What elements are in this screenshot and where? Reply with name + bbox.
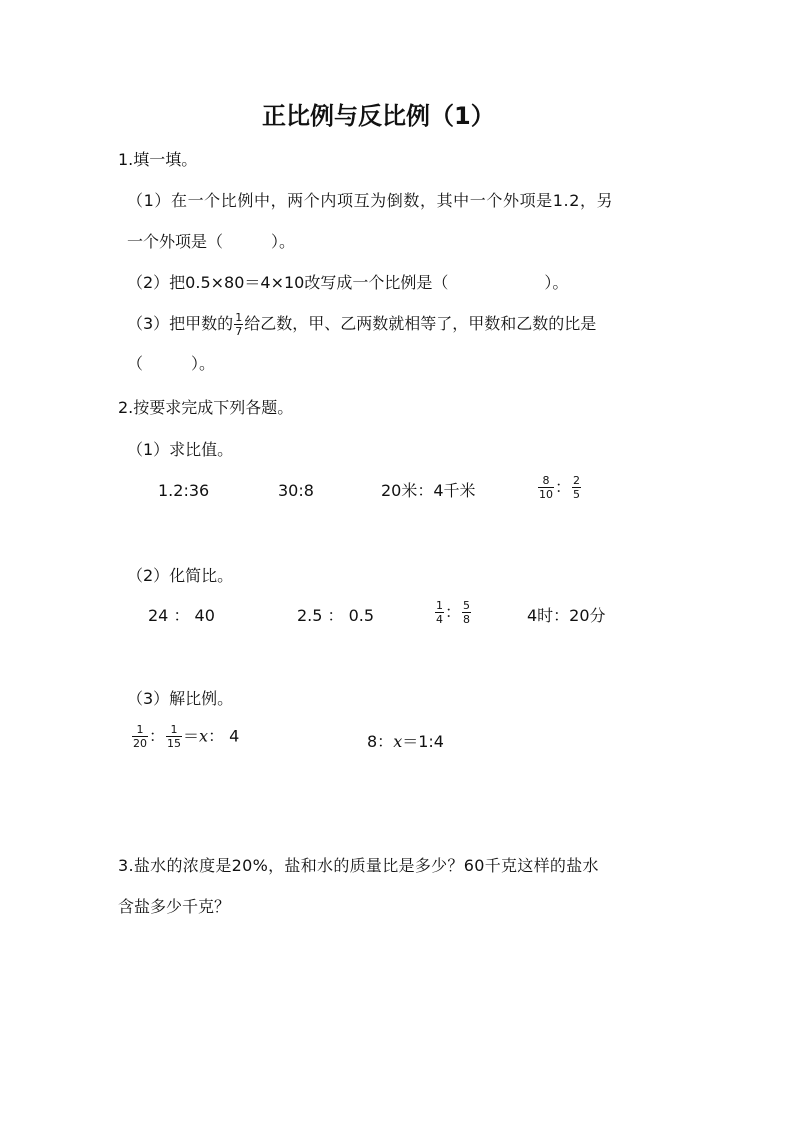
q1-part2: （2）把0.5×80＝4×10改写成一个比例是（ ）。	[127, 273, 569, 292]
q2-sub2-item-1: 24 ： 40	[148, 606, 215, 625]
q1-part3-line1	[127, 312, 596, 337]
fraction-numerator: 5	[463, 599, 471, 612]
q2-sub1-heading: （1）求比值。	[127, 440, 234, 459]
fraction	[166, 724, 182, 749]
q2-sub2-item-2: 2.5 ： 0.5	[297, 606, 375, 625]
fraction-numerator: 8	[538, 475, 554, 488]
q2-sub1-item-1: 1.2:36	[158, 481, 210, 500]
fraction	[132, 724, 148, 749]
fraction-denominator: 4	[436, 613, 443, 626]
fraction-denominator: 15	[167, 737, 182, 750]
q3-line1: 3.盐水的浓度是20%，盐和水的质量比是多少？60千克这样的盐水	[118, 856, 599, 875]
q1-part1-line1: （1）在一个比例中，两个内项互为倒数，其中一个外项是1.2，另	[127, 191, 614, 210]
fraction	[435, 600, 444, 625]
q1-heading: 1.填一填。	[118, 150, 198, 169]
equals-sign: ＝	[183, 726, 200, 746]
equation-rest: ＝1:4	[402, 732, 444, 751]
fraction-numerator: 1	[436, 599, 443, 612]
fraction	[462, 600, 471, 625]
unknown-variable: x	[393, 732, 403, 751]
fraction-numerator: 1	[166, 724, 182, 737]
page-title: 正比例与反比例（1）	[262, 102, 495, 130]
ratio-separator: ：	[149, 726, 166, 746]
fraction-numerator: 2	[573, 474, 581, 487]
unknown-variable: x	[199, 726, 209, 746]
q2-sub3-heading: （3）解比例。	[127, 689, 234, 708]
fraction	[538, 475, 554, 500]
equation-prefix: 8：	[367, 732, 394, 751]
q2-sub1-item-3: 20米：4千米	[381, 481, 476, 500]
ratio-separator: ：	[555, 477, 572, 497]
q2-sub3-equation-1	[131, 724, 239, 749]
fraction	[572, 475, 581, 500]
fraction-denominator: 5	[573, 488, 581, 501]
q2-sub1-item-4	[537, 475, 582, 500]
q3-line2: 含盐多少千克？	[118, 897, 231, 916]
q1-part3-text-b: 给乙数，甲、乙两数就相等了，甲数和乙数的比是	[244, 314, 597, 333]
q2-sub2-item-4: 4时：20分	[527, 606, 606, 625]
fraction-numerator: 1	[132, 724, 148, 737]
fraction-numerator: 1	[235, 311, 243, 324]
q2-heading: 2.按要求完成下列各题。	[118, 398, 294, 417]
equation-rest: ： 4	[208, 726, 240, 746]
q1-part3-line2: （ ）。	[127, 354, 216, 373]
fraction-denominator: 7	[235, 325, 243, 338]
q1-part1-line2: 一个外项是（ ）。	[127, 232, 296, 251]
q1-part3-text-a: （3）把甲数的	[127, 314, 234, 333]
ratio-separator: ：	[445, 602, 462, 622]
fraction-denominator: 8	[463, 613, 471, 626]
q2-sub3-equation-2	[367, 734, 444, 750]
q2-sub1-item-2: 30:8	[278, 481, 314, 500]
q2-sub2-heading: （2）化简比。	[127, 566, 234, 585]
fraction-denominator: 20	[133, 737, 147, 750]
q2-sub2-item-3	[434, 600, 472, 625]
q1-part3-fraction	[234, 312, 243, 337]
fraction-denominator: 10	[539, 488, 553, 501]
